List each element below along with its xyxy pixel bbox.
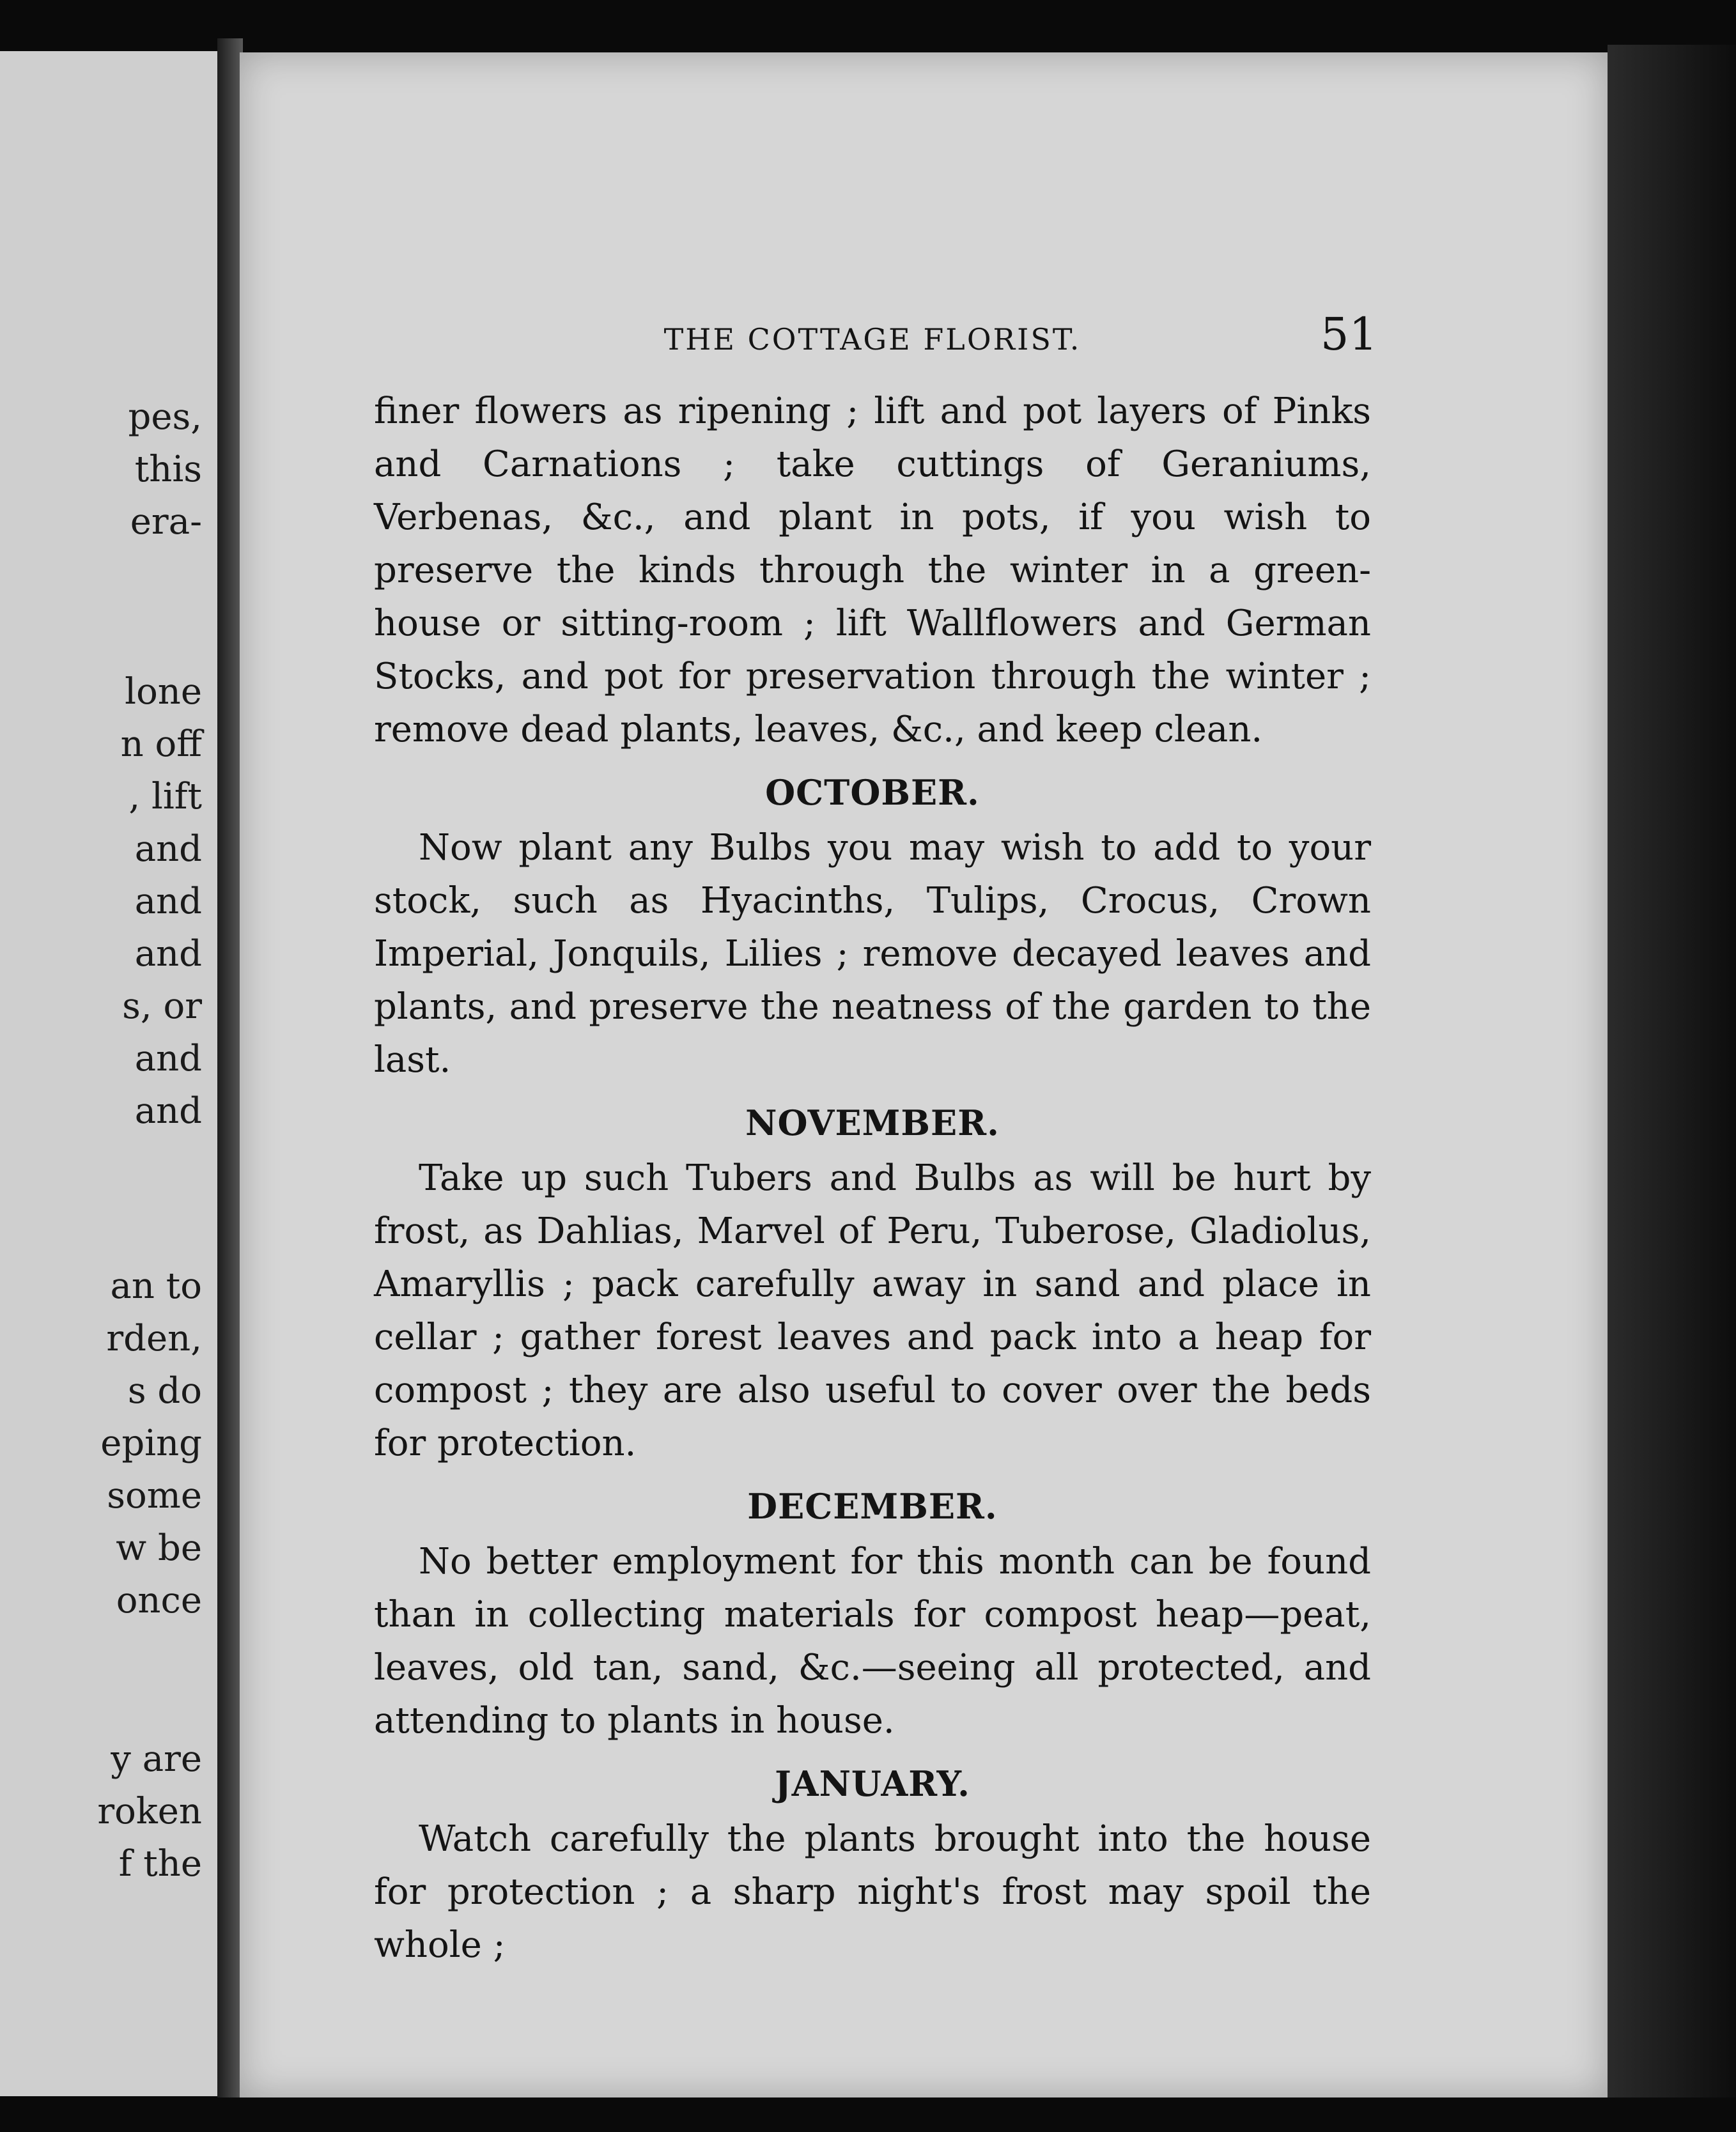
left-page-fragment: some: [107, 1475, 202, 1517]
book-gutter: [217, 38, 243, 2109]
left-page-fragment: and: [134, 881, 202, 922]
left-page-fragment: pes,: [128, 396, 202, 438]
left-page-fragment: and: [134, 1038, 202, 1079]
left-page-fragment: rden,: [106, 1318, 202, 1359]
right-scan-shadow: [1608, 45, 1736, 2132]
left-page-fragment: an to: [110, 1265, 202, 1307]
left-page-fragment: s, or: [122, 985, 202, 1027]
left-page-fragment: y are: [111, 1738, 202, 1780]
left-page-fragment: lone: [125, 671, 202, 713]
left-page-fragment: , lift: [128, 776, 202, 817]
heading-december: DECEMBER.: [747, 1486, 998, 1527]
book-page: [240, 52, 1616, 2097]
paragraph-november: Take up such Tubers and Bulbs as will be hurt by frost, as Dahlias, Marvel of Peru, Tuberose, Gladiolus, Amaryllis ; pack carefully away in sand and place in cellar ; gather forest leaves and pack into a heap for compost ; they are also useful to cover over the beds for protection.: [374, 1157, 1371, 1464]
left-page-fragment: and: [134, 933, 202, 975]
left-page-fragment: this: [134, 449, 202, 490]
left-page-fragment: eping: [100, 1423, 202, 1464]
heading-november: NOVEMBER.: [745, 1102, 1000, 1143]
left-page-fragment: and: [134, 828, 202, 870]
page-number: 51: [1320, 308, 1377, 360]
left-page-fragment: roken: [97, 1791, 202, 1832]
running-head: [374, 308, 1377, 366]
page-content: [374, 308, 1377, 1972]
previous-page-edge: [0, 51, 221, 2096]
paragraph-january: Watch carefully the plants brought into the house for protection ; a sharp night's frost may spoil the whole ;: [374, 1818, 1371, 1966]
paragraph-continuation: finer flowers as ripening ; lift and pot layers of Pinks and Carnations ; take cuttings of Geraniums, Verbenas, &c., and plant in pots, if you wish to preserve the kinds through the winter in a green-house or sitting-room ; lift Wallflowers and German Stocks, and pot for preservation through the winter ; remove dead plants, leaves, &c., and keep clean.: [374, 390, 1371, 750]
left-page-fragment: s do: [127, 1370, 202, 1412]
left-page-fragment: and: [134, 1090, 202, 1132]
left-page-fragment: once: [116, 1580, 202, 1621]
paragraph-october: Now plant any Bulbs you may wish to add to your stock, such as Hyacinths, Tulips, Crocus, Crown Imperial, Jonquils, Lilies ; remove decayed leaves and plants, and preserve the neatness of the garden to the last.: [374, 827, 1371, 1081]
left-page-fragment: f the: [118, 1843, 202, 1885]
paragraph-december: No better employment for this month can be found than in collecting materials for compost heap—peat, leaves, old tan, sand, &c.—seeing all protected, and attending to plants in house.: [374, 1541, 1371, 1742]
left-page-fragment: n off: [120, 723, 202, 765]
bottom-scan-border: [0, 2097, 1736, 2132]
heading-october: OCTOBER.: [765, 772, 980, 813]
running-title: THE COTTAGE FLORIST.: [663, 322, 1081, 357]
left-page-fragment: w be: [116, 1527, 202, 1569]
left-page-fragment: era-: [130, 501, 202, 543]
heading-january: JANUARY.: [775, 1763, 970, 1804]
